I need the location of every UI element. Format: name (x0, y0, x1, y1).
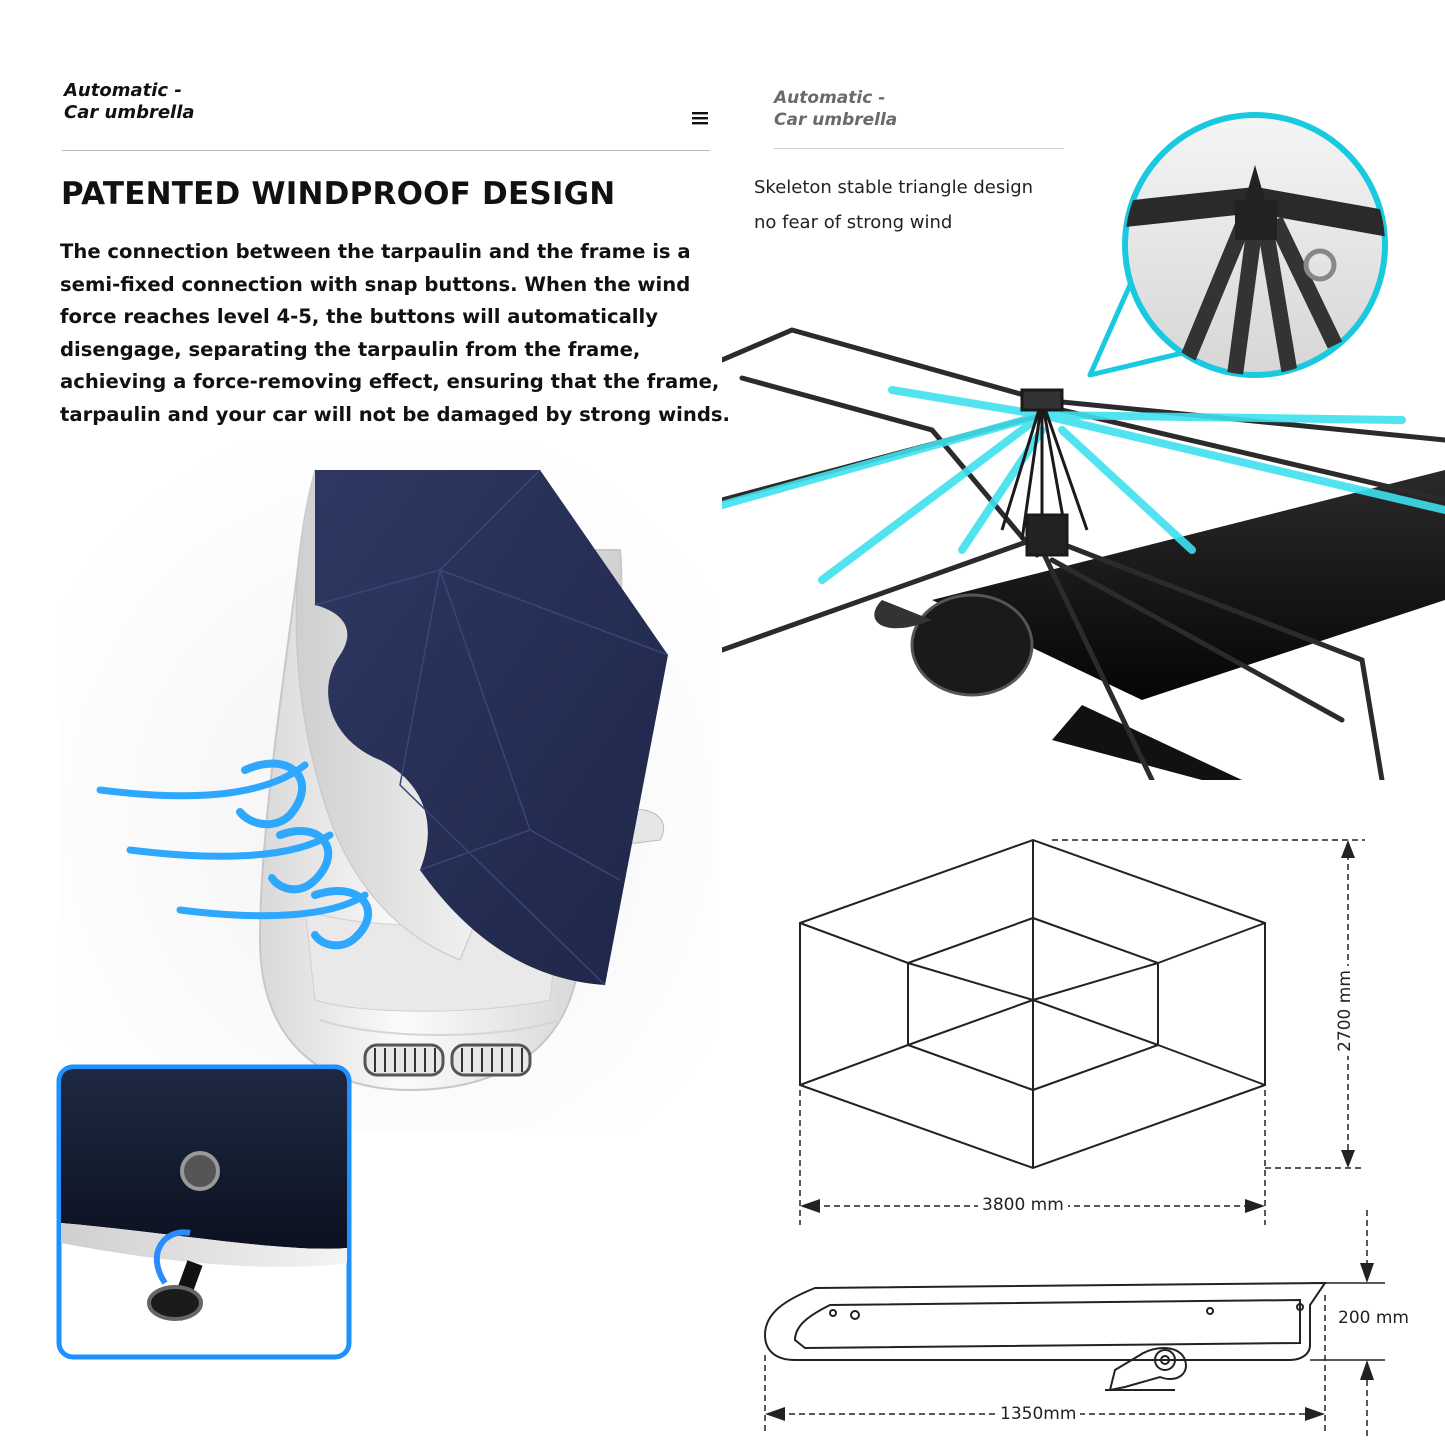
snap-button-post (149, 1287, 201, 1319)
frame-subtitle (754, 170, 1033, 240)
description-line: force reaches level 4-5, the buttons will automatically (60, 305, 659, 329)
box-height-label: 200 mm (1334, 1308, 1413, 1328)
box-length-label: 1350mm (996, 1404, 1080, 1424)
header-divider-right (774, 148, 1064, 149)
page-headline: PATENTED WINDPROOF DESIGN (61, 176, 616, 212)
brand-line-1: Automatic - (774, 88, 886, 108)
width-dimension-label: 3800 mm (978, 1195, 1068, 1215)
brand-line-2: Car umbrella (64, 102, 195, 123)
subtitle-line: Skeleton stable triangle design (754, 177, 1034, 198)
header-divider-left (62, 150, 710, 151)
snap-button-top (182, 1153, 218, 1189)
brand-logo-left (64, 80, 195, 124)
description-text (60, 236, 740, 432)
description-line: The connection between the tarpaulin and the frame is a (60, 240, 691, 263)
brand-line-1: Automatic - (64, 80, 182, 101)
snap-button-callout (55, 1063, 355, 1363)
subtitle-line: no fear of strong wind (754, 212, 953, 233)
umbrella-box-outline (800, 840, 1265, 1168)
car-umbrella-illustration (60, 440, 720, 1130)
brand-line-2: Car umbrella (774, 110, 898, 130)
hamburger-menu-icon[interactable] (692, 110, 708, 126)
description-line: achieving a force-removing effect, ensuring that the frame, (60, 370, 720, 394)
description-line: disengage, separating the tarpaulin from the frame, (60, 337, 641, 361)
height-dimension-label: 2700 mm (1335, 966, 1355, 1056)
base-box-outline (765, 1283, 1325, 1390)
description-line: semi-fixed connection with snap buttons. When the wind (60, 272, 691, 296)
description-line: tarpaulin and your car will not be damaged by strong winds. (60, 402, 730, 426)
brand-logo-right (774, 87, 897, 131)
hub-zoom-callout (1085, 105, 1395, 385)
